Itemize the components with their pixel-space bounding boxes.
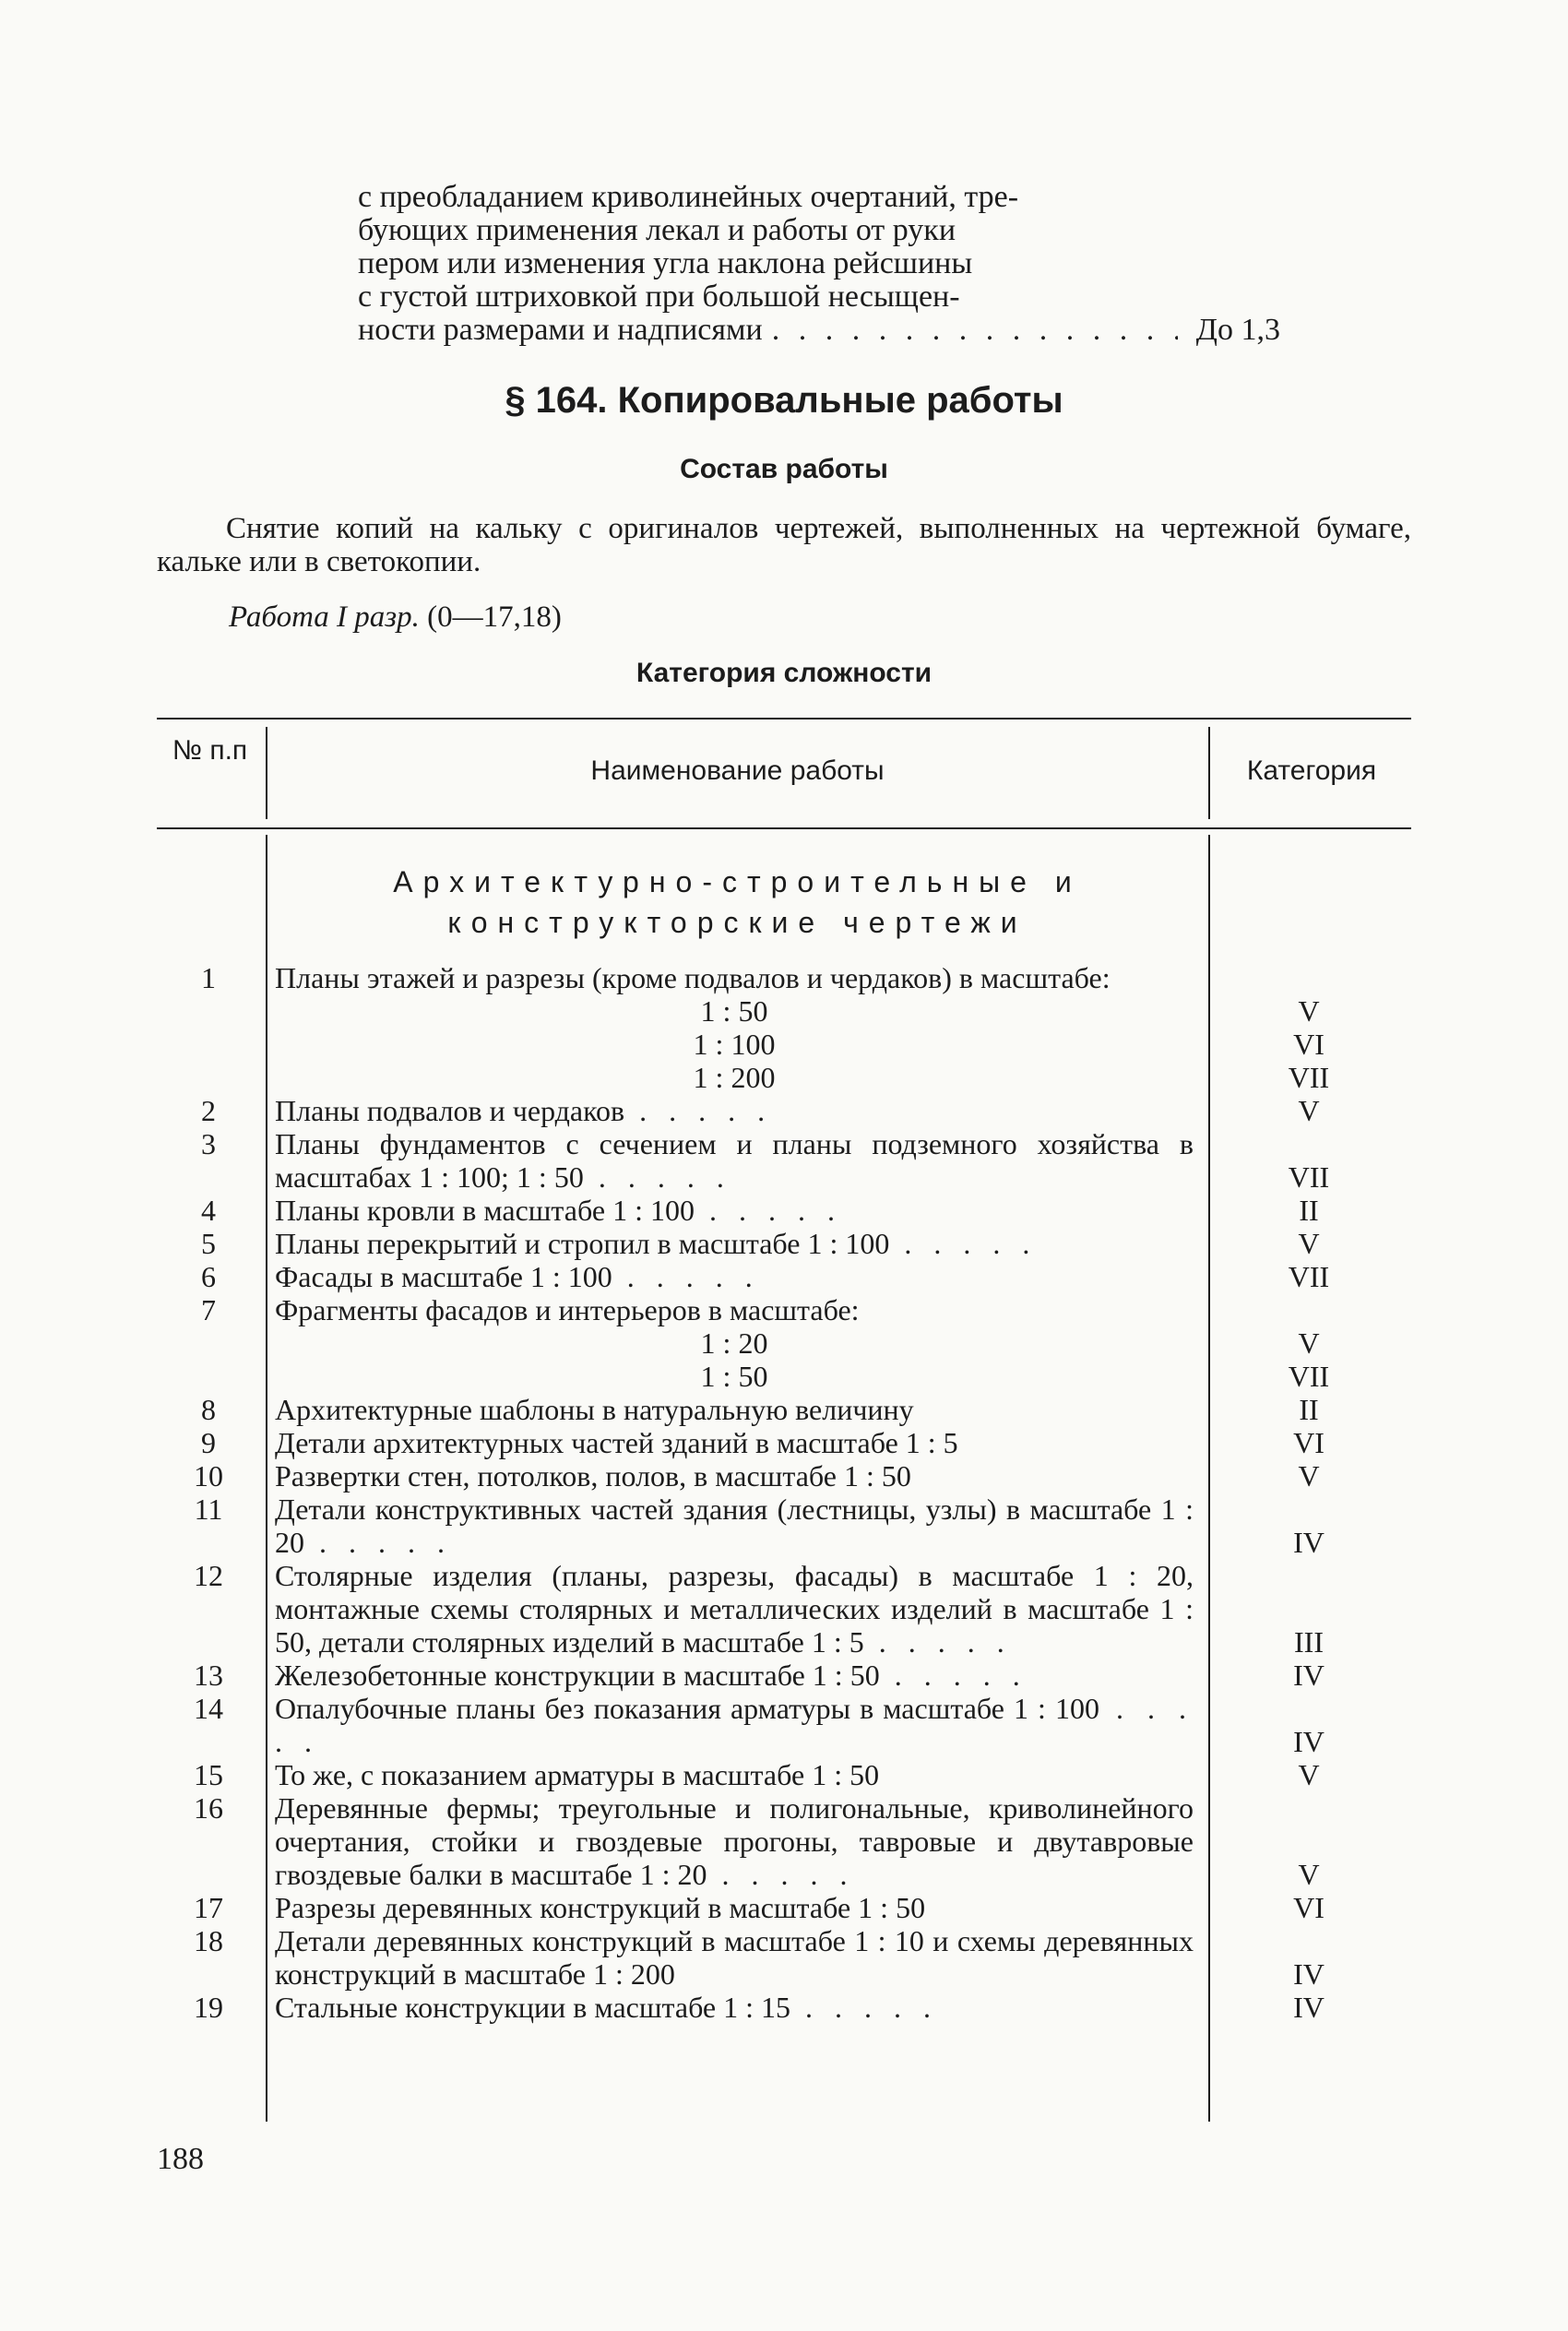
- worker-label: Работа I разр.: [229, 601, 420, 634]
- row-number: 2: [201, 1094, 216, 1127]
- page-number: 188: [157, 2142, 204, 2176]
- table-row: [157, 1194, 1411, 1227]
- row-number: 14: [194, 1692, 223, 1725]
- worker-rate: (0—17,18): [427, 601, 562, 634]
- row-category: IV: [1293, 1659, 1324, 1692]
- table-row: [157, 1924, 1411, 1991]
- group-title: [269, 862, 1206, 943]
- row-number: 18: [194, 1924, 223, 1957]
- dot-leader: . . . . .: [790, 1991, 939, 2024]
- row-category: VII: [1288, 1360, 1330, 1393]
- row-name: Столярные изделия (планы, разрезы, фасады) в масштабе 1 : 20, монтажные схемы столярных и металлических изделий в масштабе 1 : 50, детали столярных изделий в масштабе 1 : 5 . . . . .: [275, 1559, 1194, 1659]
- table-row: [157, 1991, 1411, 2024]
- row-name: Стальные конструкции в масштабе 1 : 15 . . . . .: [275, 1991, 939, 2024]
- row-category: VI: [1293, 1426, 1324, 1459]
- row-name: 1 : 20: [700, 1326, 768, 1360]
- row-name: Планы кровли в масштабе 1 : 100 . . . . .: [275, 1194, 842, 1227]
- row-category: IV: [1293, 1957, 1324, 1991]
- row-category: VII: [1288, 1061, 1330, 1094]
- row-name: 1 : 50: [700, 1360, 768, 1393]
- dot-leader: . . . . .: [583, 1160, 731, 1194]
- dot-leader: . . . . .: [863, 1625, 1012, 1659]
- intro-line: бующих применения лекал и работы от руки: [358, 213, 956, 247]
- row-number: 16: [194, 1791, 223, 1825]
- row-name: Железобетонные конструкции в масштабе 1 : 50 . . . . .: [275, 1659, 1028, 1692]
- row-number: 6: [201, 1260, 216, 1293]
- intro-value: До 1,3: [1195, 313, 1280, 347]
- row-category: IV: [1293, 1725, 1324, 1758]
- row-name: Фасады в масштабе 1 : 100 . . . . .: [275, 1260, 760, 1293]
- intro-line: с густой штриховкой при большой несыщен-: [358, 279, 960, 314]
- intro-last-line: [358, 314, 1280, 347]
- header-category: Категория: [1246, 755, 1377, 786]
- row-category: VII: [1288, 1160, 1330, 1194]
- dot-leader: . . . . .: [624, 1094, 773, 1127]
- table-row: [157, 1293, 1411, 1326]
- row-category: II: [1299, 1393, 1319, 1426]
- table-row: [157, 1094, 1411, 1127]
- intro-line: пером или изменения угла наклона рейсшины: [358, 246, 973, 280]
- row-name: 1 : 100: [693, 1028, 776, 1061]
- category-title: Категория сложности: [636, 658, 932, 688]
- row-name: Детали архитектурных частей зданий в масштабе 1 : 5: [275, 1426, 958, 1459]
- table-row: [157, 961, 1411, 994]
- table-row: [157, 1326, 1411, 1360]
- row-number: [157, 1061, 266, 1094]
- table-body: [157, 961, 1411, 2024]
- header-name: Наименование работы: [590, 755, 885, 786]
- dot-leader: [763, 314, 1178, 347]
- row-name: 1 : 50: [700, 994, 768, 1028]
- row-number: 9: [201, 1426, 216, 1459]
- row-number: 17: [194, 1891, 223, 1924]
- table-row: [157, 1393, 1411, 1426]
- table-row: [157, 1028, 1411, 1061]
- dot-leader: . . . . .: [275, 1692, 1194, 1758]
- row-name: Опалубочные планы без показания арматуры в масштабе 1 : 100 . . . . .: [275, 1692, 1194, 1758]
- table-row: [157, 1692, 1411, 1758]
- table-top-rule: [157, 718, 1411, 720]
- row-number: 10: [194, 1459, 223, 1493]
- row-number: 8: [201, 1393, 216, 1426]
- row-name: Фрагменты фасадов и интерьеров в масштабе:: [275, 1293, 860, 1326]
- row-name: Разрезы деревянных конструкций в масштабе 1 : 50: [275, 1891, 926, 1924]
- row-category: III: [1294, 1625, 1324, 1659]
- row-number: 19: [194, 1991, 223, 2024]
- row-number: 11: [194, 1493, 223, 1526]
- row-name: Детали деревянных конструкций в масштабе 1 : 10 и схемы деревянных конструкций в масштабе 1 : 200: [275, 1924, 1194, 1991]
- row-number: 7: [201, 1293, 216, 1326]
- table-row: [157, 1459, 1411, 1493]
- table-row: [157, 1360, 1411, 1393]
- intro-line: с преобладанием криволинейных очертаний, тре-: [358, 180, 1019, 214]
- row-category: V: [1298, 1459, 1320, 1493]
- row-number: 3: [201, 1127, 216, 1160]
- section-title: § 164. Копировальные работы: [505, 380, 1063, 421]
- table-row: [157, 1493, 1411, 1559]
- row-number: [157, 994, 266, 1028]
- row-category: V: [1298, 1326, 1320, 1360]
- table-row: [157, 1791, 1411, 1891]
- table-row: [157, 1891, 1411, 1924]
- row-category: IV: [1293, 1991, 1324, 2024]
- row-number: 15: [194, 1758, 223, 1791]
- row-number: [157, 1028, 266, 1061]
- dot-leader: . . . . .: [304, 1526, 452, 1559]
- table-header-rule: [157, 827, 1411, 829]
- row-number: 4: [201, 1194, 216, 1227]
- row-number: [157, 1360, 266, 1393]
- row-name: Деревянные фермы; треугольные и полигональные, криволинейного очертания, стойки и гвоздевые прогоны, тавровые и двутавровые гвоздевые балки в масштабе 1 : 20 . . . . .: [275, 1791, 1194, 1891]
- dot-leader: . . . . .: [879, 1659, 1028, 1692]
- row-name: Планы этажей и разрезы (кроме подвалов и чердаков) в масштабе:: [275, 961, 1111, 994]
- row-category: V: [1298, 1758, 1320, 1791]
- row-category: II: [1299, 1194, 1319, 1227]
- dot-leader: . . . . .: [889, 1227, 1038, 1260]
- row-category: VI: [1293, 1028, 1324, 1061]
- group-title-line: Архитектурно-строительные и: [393, 865, 1082, 898]
- table-row: [157, 994, 1411, 1028]
- table-row: [157, 1227, 1411, 1260]
- row-category: VI: [1293, 1891, 1324, 1924]
- table-row: [157, 1061, 1411, 1094]
- table-row: [157, 1758, 1411, 1791]
- worker-grade: [229, 601, 562, 635]
- row-name: Планы перекрытий и стропил в масштабе 1 : 100 . . . . .: [275, 1227, 1038, 1260]
- table-row: [157, 1559, 1411, 1659]
- row-number: 13: [194, 1659, 223, 1692]
- row-category: V: [1298, 994, 1320, 1028]
- work-description: Снятие копий на кальку с оригиналов чертежей, выполненных на чертежной бумаге, кальке или в светокопии.: [157, 512, 1411, 578]
- row-number: 1: [201, 961, 216, 994]
- intro-last-text: ности размерами и надписями: [358, 313, 763, 347]
- table-row: [157, 1659, 1411, 1692]
- row-name: Планы фундаментов с сечением и планы подземного хозяйства в масштабах 1 : 100; 1 : 50 . . . . .: [275, 1127, 1194, 1194]
- row-name: 1 : 200: [693, 1061, 776, 1094]
- row-category: VII: [1288, 1260, 1330, 1293]
- row-name: Детали конструктивных частей здания (лестницы, узлы) в масштабе 1 : 20 . . . . .: [275, 1493, 1194, 1559]
- row-name: То же, с показанием арматуры в масштабе 1 : 50: [275, 1758, 880, 1791]
- group-title-line: конструкторские чертежи: [447, 906, 1028, 939]
- row-number: 5: [201, 1227, 216, 1260]
- dot-leader: . . . . .: [707, 1858, 855, 1891]
- row-name: Архитектурные шаблоны в натуральную величину: [275, 1393, 914, 1426]
- intro-text: [358, 181, 1280, 347]
- dot-leader: . . . . .: [694, 1194, 842, 1227]
- row-number: [157, 1326, 266, 1360]
- table-row: [157, 1127, 1411, 1194]
- row-category: V: [1298, 1858, 1320, 1891]
- row-category: V: [1298, 1227, 1320, 1260]
- header-number: № п.п: [172, 735, 248, 766]
- subsection-title: Состав работы: [680, 454, 888, 484]
- column-divider: [266, 727, 267, 819]
- row-category: IV: [1293, 1526, 1324, 1559]
- row-name: Развертки стен, потолков, полов, в масштабе 1 : 50: [275, 1459, 911, 1493]
- table-row: [157, 1426, 1411, 1459]
- dot-leader: . . . . .: [612, 1260, 760, 1293]
- column-divider: [1208, 727, 1210, 819]
- row-category: V: [1298, 1094, 1320, 1127]
- table-row: [157, 1260, 1411, 1293]
- row-number: 12: [194, 1559, 223, 1592]
- row-name: Планы подвалов и чердаков . . . . .: [275, 1094, 773, 1127]
